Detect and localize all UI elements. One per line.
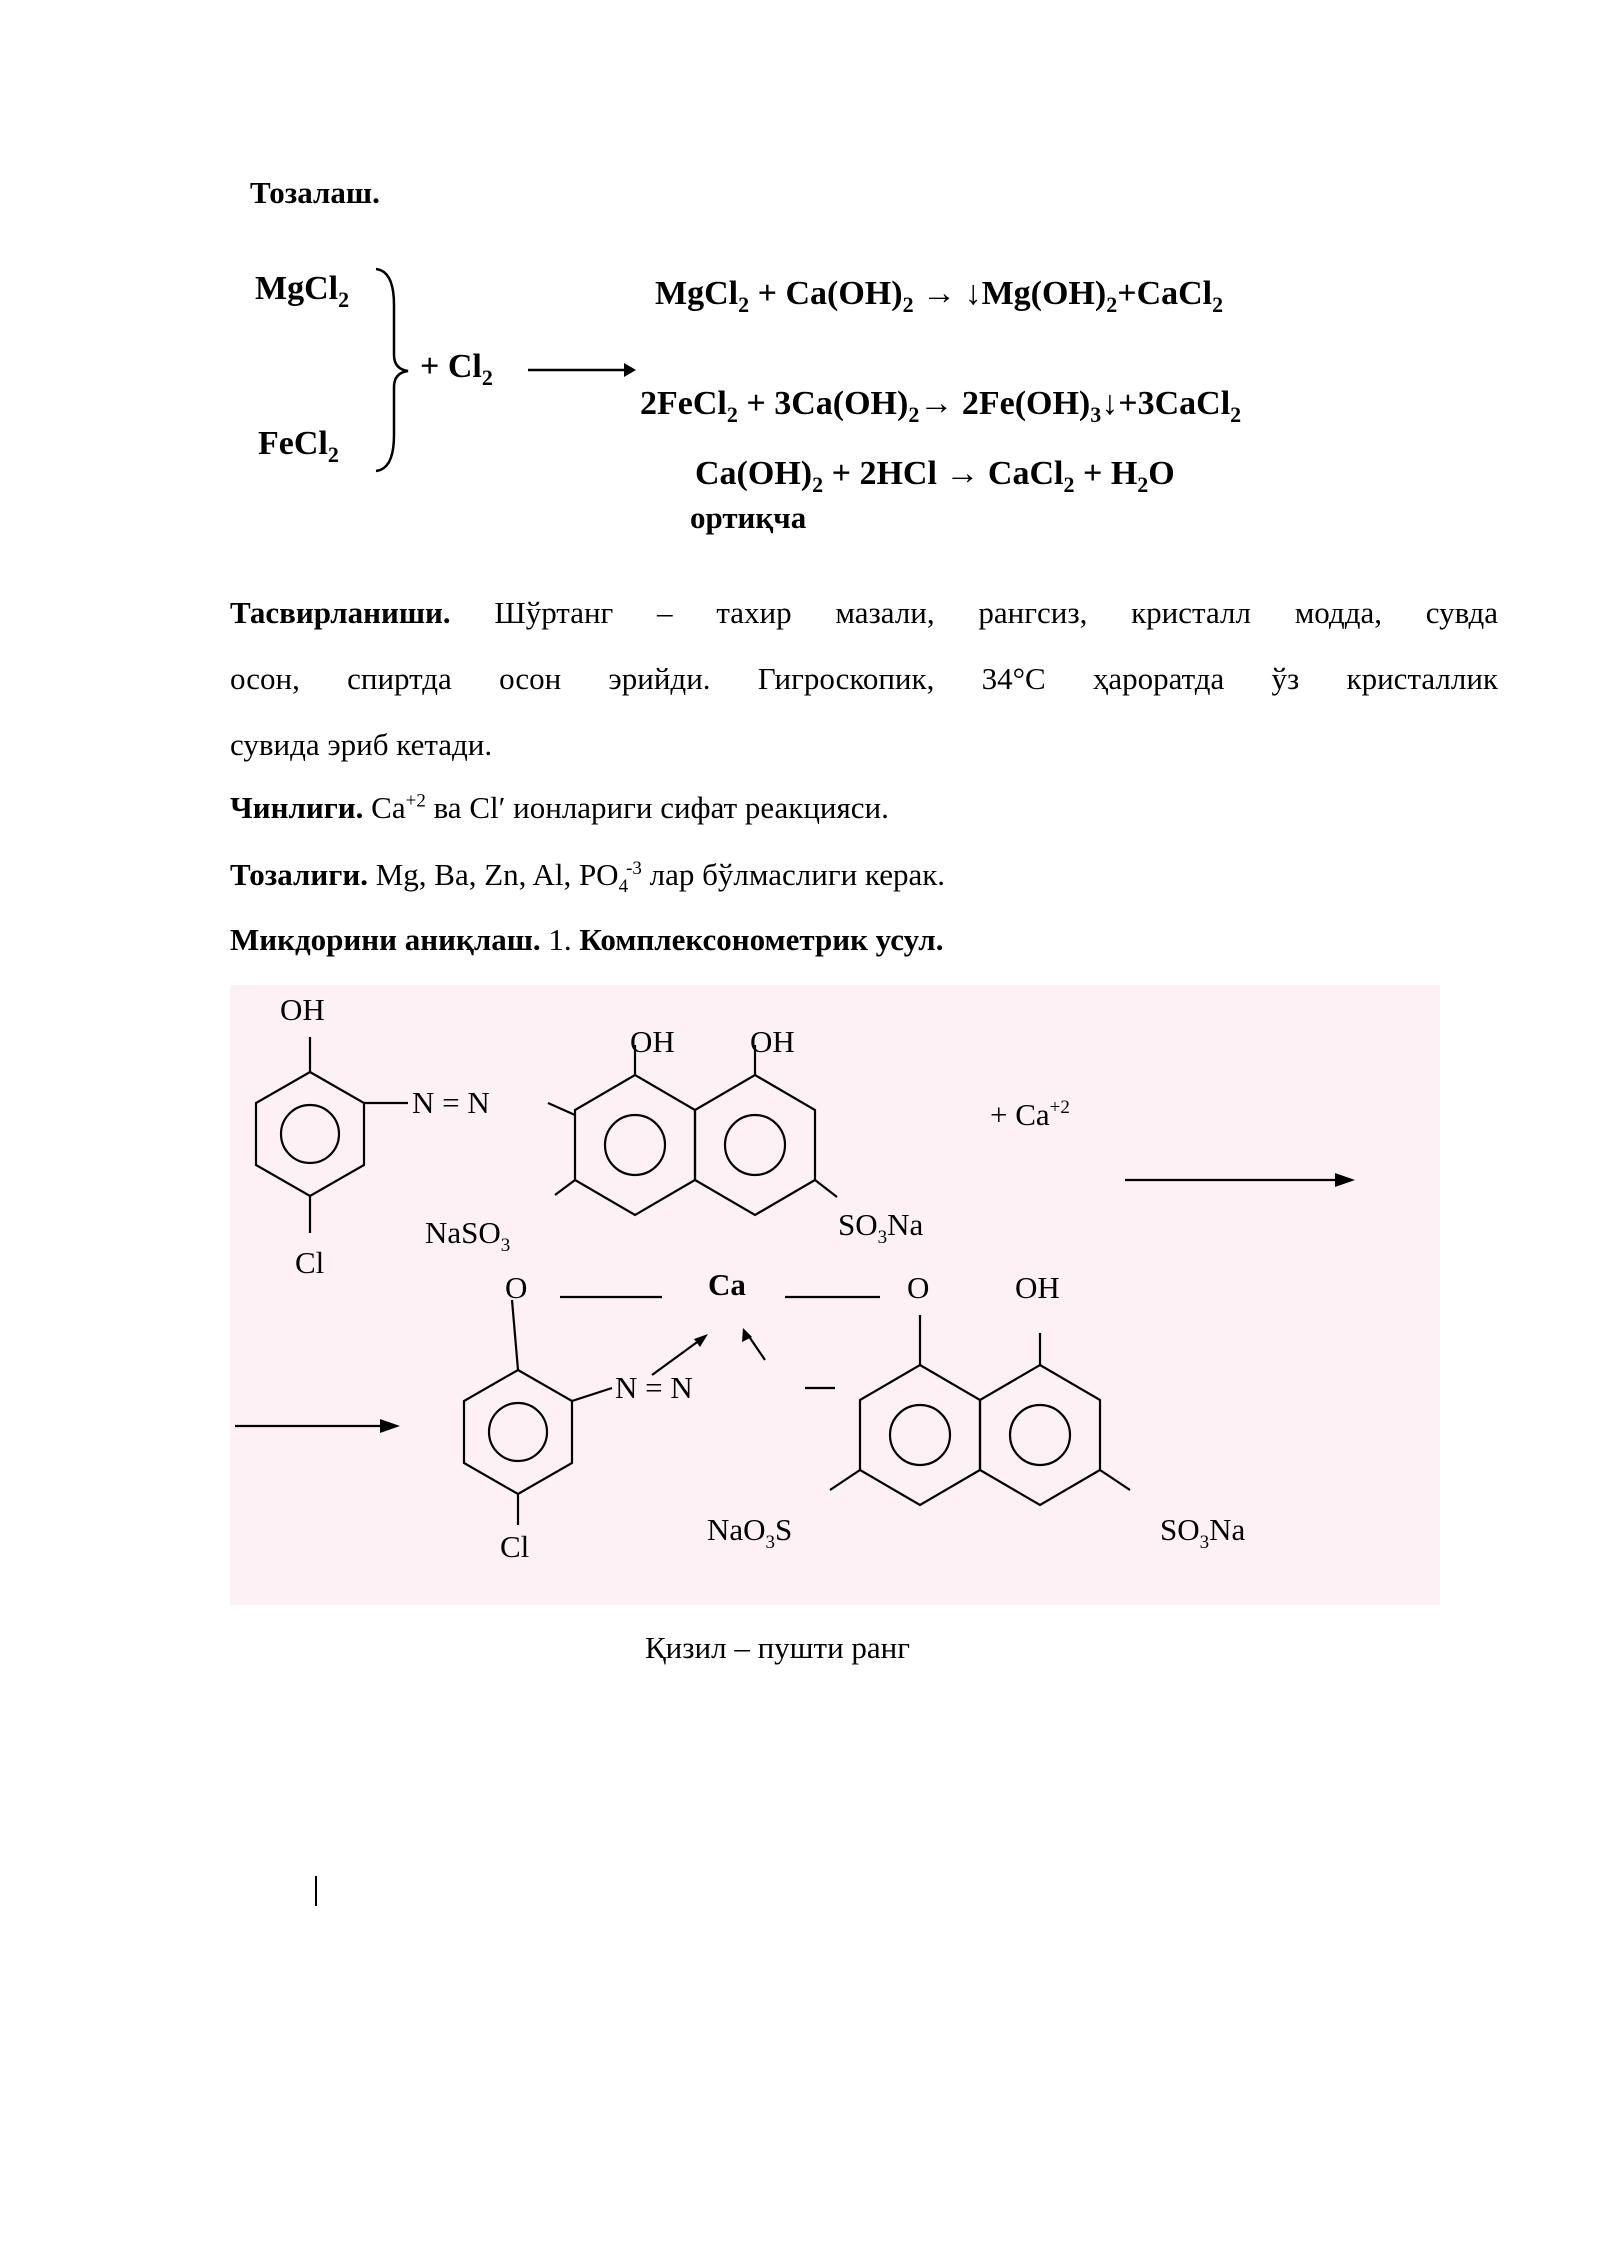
so3na-right-label: $SO_3Na$ [838,1207,924,1248]
assay-line: Микдорини аниқлаш. 1. Комплексонометрик усул. [230,922,944,957]
equation-1: MgCl$_2$ + $Ca(OH)_2$ → $↓Mg(OH)_2+CaCl_2$ [655,275,1224,317]
reactants-brace [370,265,420,475]
excess-label: ортиқча [690,500,807,535]
nao3s-label: NaO$_3$S [707,1512,793,1553]
diagram-background [230,985,1440,1605]
azo-group-label: N = N [412,1085,490,1120]
azo-group-bottom-label: N = N [615,1370,693,1405]
reaction-arrow-main [528,358,638,382]
reactant-mgcl2: MgCl$_2$ [255,270,350,312]
chlorine-label-top: Cl [295,1245,325,1280]
oh-right-bottom-label: OH [1015,1270,1060,1305]
text-cursor [315,1876,317,1906]
o-left-label: O [505,1270,528,1305]
oh-right-label: OH [750,1024,795,1059]
oh-left-label: OH [630,1024,675,1059]
equation-3: $Ca(OH)_2 + 2HCl$ → CaCl$_2$ + $H_2O$ [695,455,1175,497]
calcium-center-label: Ca [708,1267,746,1302]
o-right-label: O [907,1270,930,1305]
naso3-left-label: NaSO$_3$ [425,1215,511,1256]
identity-line: Чинлиги. $Ca^{+2}$ ва Cl′ ионлариги сифат реакцияси. [230,790,889,825]
description-line-2: осон, спиртда осон эрийди. Гигроскопик, 34°С ҳароратда ўз кристаллик [230,661,1498,696]
plus-calcium-label: + $Ca^{+2}$ [990,1097,1070,1132]
description-paragraph [230,580,1498,778]
reagent-cl2: + $Cl_2$ [420,348,493,390]
complexometric-reaction-diagram [230,985,1440,1605]
chlorine-label-bottom: Cl [500,1529,530,1564]
reactant-fecl2: FeCl$_2$ [258,425,339,467]
scheme-heading: Тозалаш. [250,175,380,210]
description-line-3: сувида эриб кетади. [230,727,493,762]
equation-2: 2FeCl$_2$ + $3Ca(OH)_2\to$ $2Fe(OH)_3↓+3CaCl_2$ [640,385,1242,427]
so3na-bottom-label: $SO_3Na$ [1160,1512,1246,1553]
purity-line: Тозалиги. Mg, Ba, Zn, Al, $PO_4^{-3}$ лар бўлмаслиги керак. [230,857,946,898]
oh-top-label: OH [280,992,325,1027]
figure-caption: Қизил – пушти ранг [645,1630,910,1665]
description-line-1: Тасвирланиши. Шўртанг – тахир мазали, рангсиз, кристалл модда, сувда [230,595,1498,630]
